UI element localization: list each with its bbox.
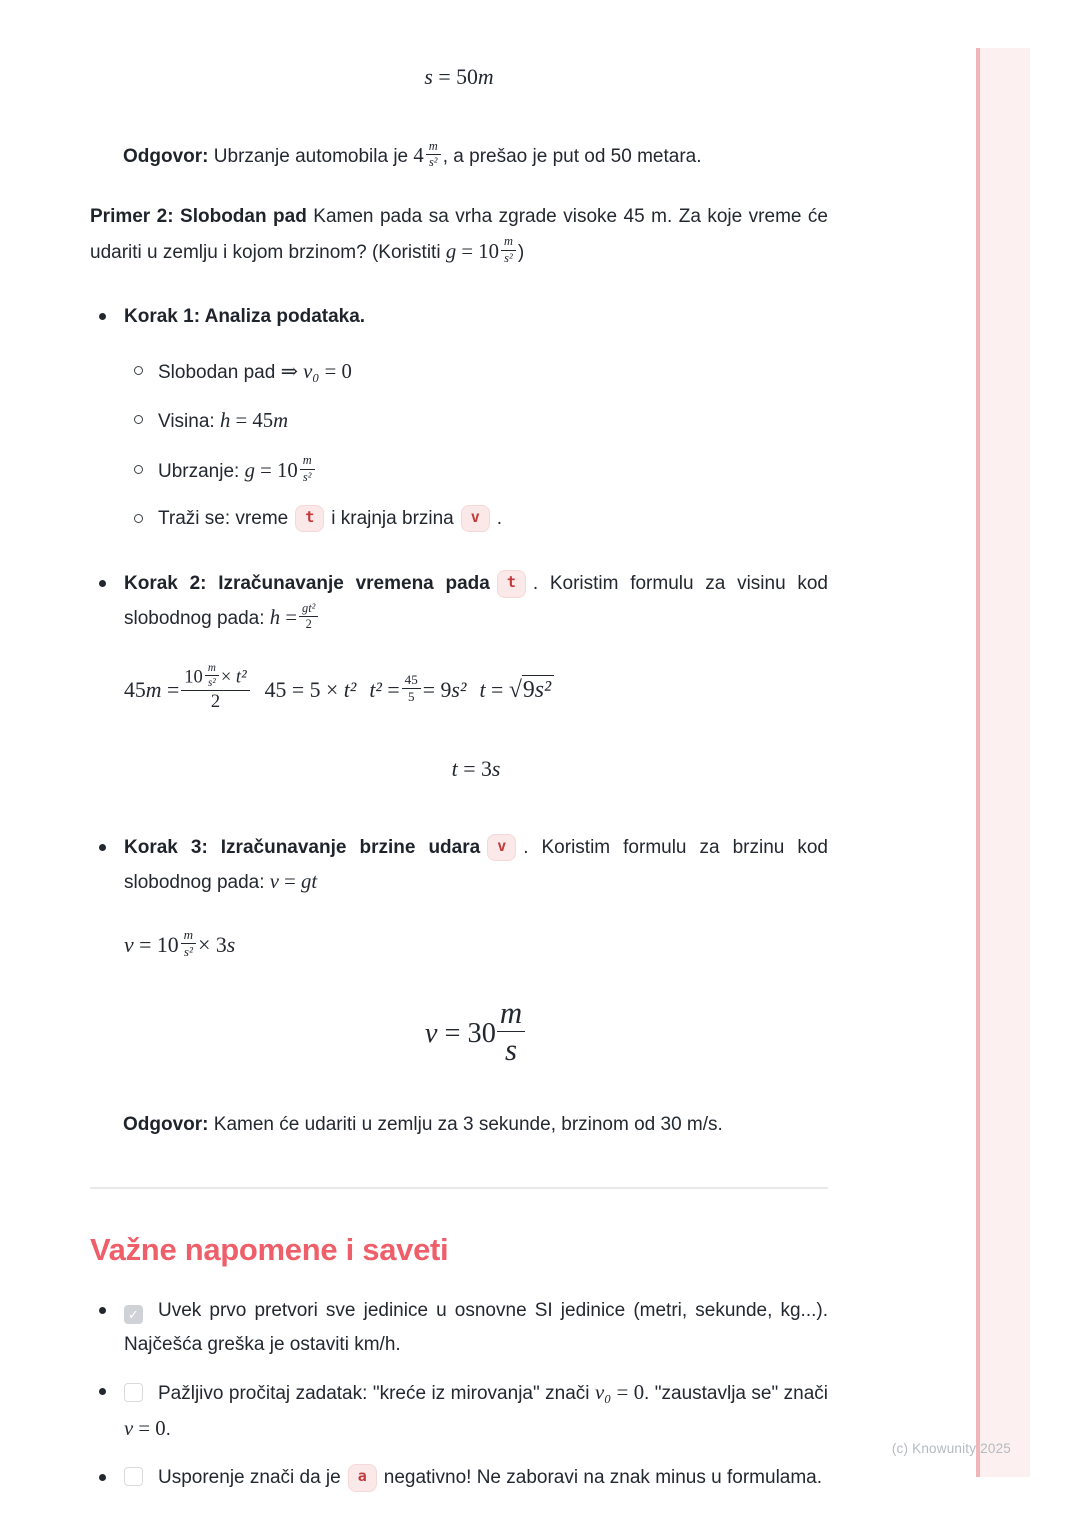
bullet-icon: [99, 844, 106, 851]
note-text: Pažljivo pročitaj zadatak: "kreće iz mirovanja" znači: [158, 1382, 590, 1404]
square-root: √9s²: [509, 678, 554, 702]
radical-sign: √: [508, 677, 522, 704]
answer-label: Odgovor:: [123, 146, 209, 168]
code-badge-t: t: [295, 505, 324, 533]
code-badge-a: a: [348, 1464, 377, 1492]
math-v-0: v = 0: [124, 1418, 166, 1441]
bullet-icon: [99, 1474, 106, 1481]
step-2-item: [90, 567, 828, 789]
code-badge-v: v: [487, 834, 516, 862]
note-item-units: [90, 1294, 828, 1361]
step-1-title: Korak 1: Analiza podataka.: [124, 305, 366, 327]
answer-text: Kamen će udariti u zemlju za 3 sekunde, brzinom od 30 m/s.: [213, 1113, 723, 1135]
data-item-free-fall: Slobodan pad ⇒ v₀ = 0: [124, 354, 828, 390]
math-h-eq: h =: [269, 607, 298, 630]
right-margin-stripe: [976, 48, 1030, 1477]
step-3-title: Korak 3: Izračunavanje brzine udara v . Koristim formulu za brzinu kod slobodnog pada: v = gt: [124, 831, 828, 900]
bullet-icon: [99, 580, 106, 587]
fraction-m-per-s2: $\frac{m}{\text{s²}}$: [426, 140, 441, 170]
primer-2-close: ): [517, 241, 525, 263]
circle-bullet-icon: [134, 465, 143, 474]
fraction-m-per-s2: $\frac{m}{\text{s²}}$: [181, 928, 196, 959]
primer-2-title: Primer 2: Slobodan pad: [90, 206, 307, 228]
data-item-height: Visina: h = 45m: [124, 403, 828, 439]
copyright-footer: (c) Knowunity 2025: [891, 1441, 1011, 1456]
fraction-m-per-s2: $\frac{m}{\text{s²}}$: [300, 454, 315, 484]
fraction-big: 10 $\frac{m}{\text{s²}}$ × t² 2: [181, 662, 249, 712]
steps-list: [90, 300, 828, 1066]
fraction-45-5: $\frac{45}{5}$: [402, 673, 421, 704]
answer-paragraph-1: [90, 138, 828, 174]
primer-2-text: Kamen pada sa vrha zgrade visoke 45 m. Za koje vreme će udariti u zemlju i kojom brzinom? (Koristiti: [90, 206, 828, 263]
math-s-50m: s = 50m: [424, 65, 494, 89]
note-text: .: [165, 1419, 171, 1441]
fraction-gt2-2: $\frac{\text{gt²}}{2}$: [299, 602, 318, 632]
note-text: Usporenje znači da je: [158, 1467, 341, 1489]
equation-v-result: [124, 996, 828, 1066]
math-coef: 4: [413, 145, 424, 168]
math-g-10: g = 10: [445, 240, 499, 263]
circle-bullet-icon: [134, 514, 143, 523]
note-text: Uvek prvo pretvori sve jedinice u osnovne SI jedinice (metri, sekunde, kg...). Najčešća greška je ostaviti km/h.: [124, 1300, 828, 1355]
document-content: [90, 50, 828, 1509]
note-text: . "zaustavlja se" znači: [644, 1382, 829, 1404]
note-item-read-carefully: [90, 1375, 828, 1447]
note-item-deceleration: [90, 1461, 828, 1494]
step-2-derivation: 45m = 10 $\frac{m}{\text{s²}}$ × t² 2 45 = 5 × t² t² = $\frac{45}{5}$ = 9s² t = √9s²: [124, 662, 828, 712]
circle-bullet-icon: [134, 366, 143, 375]
answer-text-after: , a prešao je put od 50 metara.: [442, 146, 702, 168]
fraction-m-per-s: $\frac{m}{s}$: [497, 996, 525, 1066]
math-h-45m: h = 45m: [219, 410, 289, 433]
equation-t-result: [124, 750, 828, 788]
checkbox-unchecked[interactable]: [124, 1467, 143, 1486]
data-item-acceleration: Ubrzanje: g = 10 $\frac{m}{\text{s²}}$: [124, 453, 828, 489]
math-v-gt: v = gt: [269, 870, 318, 893]
answer-text: Ubrzanje automobila je: [213, 146, 409, 168]
fraction-m-per-s2: $\frac{m}{\text{s²}}$: [205, 662, 219, 689]
checkbox-unchecked[interactable]: [124, 1383, 143, 1402]
math-v-30: v = 30: [424, 1018, 496, 1049]
code-badge-t: t: [497, 570, 526, 598]
math-t-3s: t = 3s: [451, 757, 501, 782]
answer-paragraph-2: [90, 1108, 828, 1141]
step-3-item: [90, 831, 828, 1066]
circle-bullet-icon: [134, 415, 143, 424]
bullet-icon: [99, 1307, 106, 1314]
note-text: negativno! Ne zaboravi na znak minus u formulama.: [383, 1467, 823, 1489]
notes-heading: Važne napomene i saveti: [90, 1232, 449, 1268]
data-item-unknowns: Traži se: vreme t i krajnja brzina v .: [124, 502, 828, 535]
bullet-icon: [99, 1388, 106, 1395]
step-1-sublist: [124, 354, 828, 535]
fraction-m-per-s2: $\frac{m}{\text{s²}}$: [501, 235, 516, 265]
bullet-icon: [99, 313, 106, 320]
checkbox-checked[interactable]: ✓: [124, 1305, 143, 1324]
step-2-title: Korak 2: Izračunavanje vremena pada t . Koristim formulu za visinu kod slobodnog pada: h = $\frac{\text{gt²}}{2}$: [124, 567, 828, 636]
primer-2-paragraph: [90, 200, 828, 269]
step-3-derivation: v = 10 $\frac{m}{\text{s²}}$ × 3s: [124, 927, 236, 960]
math-v0-0: v₀ = 0: [594, 1381, 645, 1404]
math-g-10: g = 10: [244, 459, 298, 482]
section-divider: [90, 1187, 828, 1189]
step-1-item: [90, 300, 828, 535]
notes-list: [90, 1294, 828, 1494]
code-badge-v: v: [461, 505, 490, 533]
answer-label: Odgovor:: [123, 1113, 209, 1135]
math-v0-0: ⇒ v₀ = 0: [280, 361, 352, 384]
equation-s-result: [90, 58, 828, 96]
